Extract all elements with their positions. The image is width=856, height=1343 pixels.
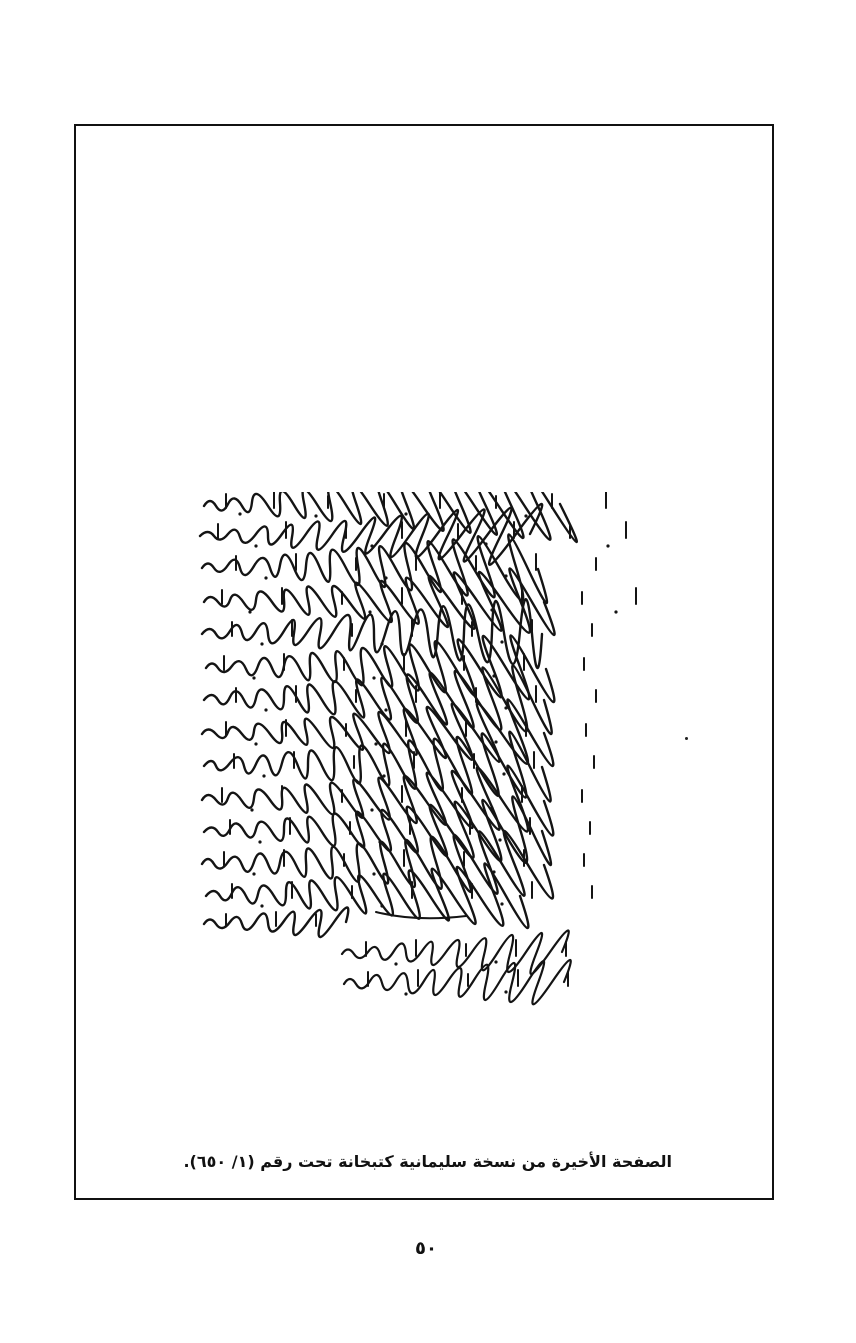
- manuscript-image: [196, 492, 644, 1024]
- scan-speck: [685, 737, 688, 740]
- manuscript-handwriting: [196, 492, 644, 1024]
- figure-caption: الصفحة الأخيرة من نسخة سليمانية كتبخانة تحت رقم (١/ ٦٥٠).: [183, 1152, 672, 1171]
- page-number: ٥٠: [415, 1238, 437, 1259]
